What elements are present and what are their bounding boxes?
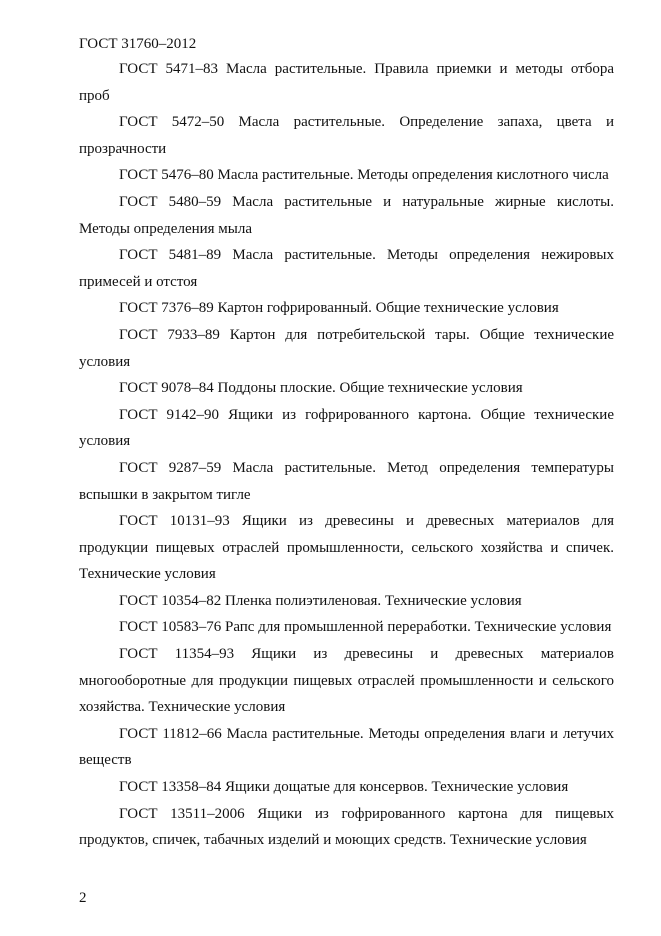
reference-item: ГОСТ 7376–89 Картон гофрированный. Общие технические условия (119, 300, 559, 317)
reference-item: ГОСТ 5471–83 Масла растительные. Правила приемки и методы отбора проб (79, 61, 614, 104)
reference-item: ГОСТ 10131–93 Ящики из древесины и древесных материалов для продукции пищевых отраслей промышленности, сельского хозяйства и спичек. Технические условия (79, 513, 614, 583)
reference-item: ГОСТ 5481–89 Масла растительные. Методы определения нежировых примесей и отстоя (79, 247, 614, 290)
reference-item: ГОСТ 9287–59 Масла растительные. Метод определения температуры вспышки в закрытом тигле (79, 459, 614, 503)
reference-item: ГОСТ 9142–90 Ящики из гофрированного картона. Общие технические условия (79, 406, 614, 450)
reference-item: ГОСТ 11812–66 Масла растительные. Методы определения влаги и летучих веществ (79, 725, 614, 769)
reference-item: ГОСТ 7933–89 Картон для потребительской тары. Общие технические условия (79, 326, 614, 370)
reference-item: ГОСТ 5476–80 Масла растительные. Методы определения кислотного числа (119, 167, 609, 184)
document-header: ГОСТ 31760–2012 (79, 36, 197, 52)
reference-item: ГОСТ 5472–50 Масла растительные. Определение запаха, цвета и прозрачности (79, 114, 614, 157)
reference-item: ГОСТ 10354–82 Пленка полиэтиленовая. Технические условия (119, 592, 522, 609)
reference-item: ГОСТ 9078–84 Поддоны плоские. Общие технические условия (119, 380, 523, 397)
reference-item: ГОСТ 11354–93 Ящики из древесины и древесных материалов многооборотные для продукции пищевых отраслей промышленности и сельского хозяйства. Технические условия (79, 646, 614, 716)
reference-item: ГОСТ 10583–76 Рапс для промышленной переработки. Технические условия (119, 619, 612, 636)
reference-item: ГОСТ 13511–2006 Ящики из гофрированного картона для пищевых продуктов, спичек, табачных изделий и моющих средств. Технические условия (79, 805, 614, 849)
page-number: 2 (79, 890, 87, 906)
reference-item: ГОСТ 5480–59 Масла растительные и натуральные жирные кислоты. Методы определения мыла (79, 193, 614, 237)
reference-item: ГОСТ 13358–84 Ящики дощатые для консервов. Технические условия (119, 779, 569, 796)
normative-references-list (79, 56, 614, 854)
